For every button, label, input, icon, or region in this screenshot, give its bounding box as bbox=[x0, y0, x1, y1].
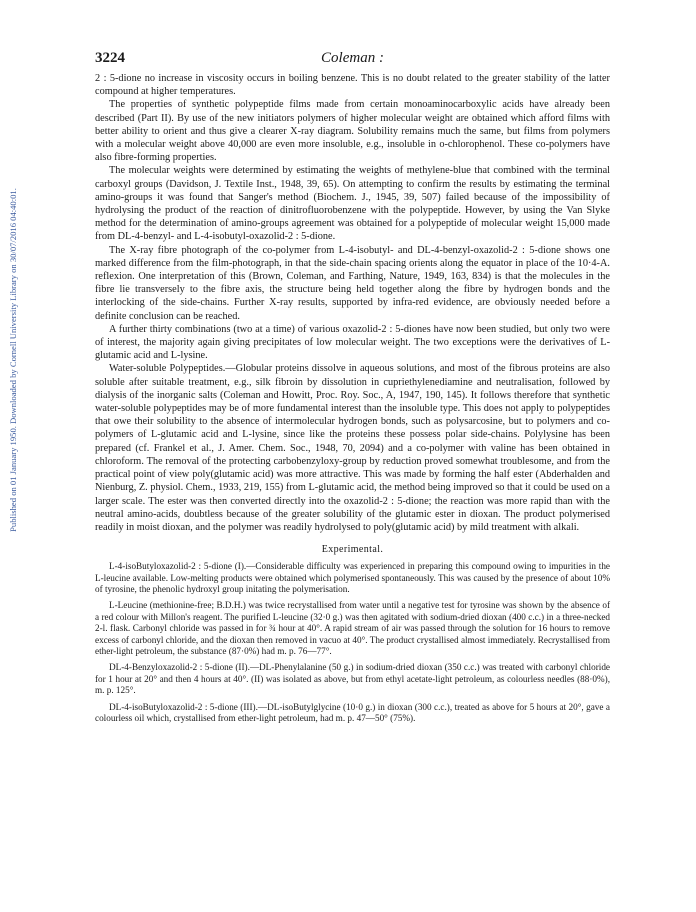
article-body bbox=[95, 72, 610, 724]
body-paragraph: The X-ray fibre photograph of the co-polymer from L-4-isobutyl- and DL-4-benzyl-oxazolid-2 : 5-dione shows one marked difference from the film-photograph, in that the side-chain spacing orients along the equator in place of the 10·4-A. reflexion. One interpretation of this (Brown, Coleman, and Farthing, Nature, 1949, 163, 834) is that the molecules in the fibre lie transversely to the fibre axis, the structure being held together along the fibre by hydrogen bonds and the interlocking of the side-chains. Further X-ray results, supported by infra-red evidence, are obviously needed before a definite conclusion can be reached. bbox=[95, 244, 610, 322]
page-header bbox=[95, 50, 610, 68]
experimental-paragraph: L-Leucine (methionine-free; B.D.H.) was twice recrystallised from water until a negative test for tyrosine was shown by the absence of a red colour with Millon's reagent. The purified L-leucine (32·0 g.) was then agitated with sodium-dried dioxan (400 c.c.) in a three-necked 2-l. flask. Carbonyl chloride was passed in for ¾ hour at 40°. A rapid stream of air was passed through the solution for 16 hours to remove excess of carbonyl chloride, and the dioxan then removed in vacuo at 40°. The product crystallised almost immediately. Recrystallised from ether-light petroleum, the substance (87·0%) had m. p. 76—77°. bbox=[95, 600, 610, 656]
download-watermark-text: Published on 01 January 1950. Downloaded by Cornell University Library on 30/07/2016 04:40:01. bbox=[8, 188, 18, 532]
experimental-paragraph: DL-4-Benzyloxazolid-2 : 5-dione (II).—DL-Phenylalanine (50 g.) in sodium-dried dioxan (350 c.c.) was treated with carbonyl chloride for 1 hour at 20° and then 4 hours at 40°. (II) was isolated as above, but from ethyl acetate-light petroleum, as colourless needles (88·0%), m. p. 125°. bbox=[95, 662, 610, 696]
body-paragraph: Water-soluble Polypeptides.—Globular proteins dissolve in aqueous solutions, and most of the fibrous proteins are also soluble after suitable treatment, e.g., silk fibroin by dissolution in cupriethylenediamine and neutralisation, followed by dialysis of the inorganic salts (Coleman and Howitt, Proc. Roy. Soc., A, 1947, 190, 145). It follows therefore that synthetic water-soluble polypeptides may be of more fundamental interest than the insoluble type. This does not apply to polypeptides that owe their solubility to the absence of intermolecular hydrogen bonds, such as polysarcosine, but to polymers and co-polymers of L-glutamic acid and L-lysine, since like the proteins these possess polar side-chains. Polylysine has been prepared (cf. Frankel et al., J. Amer. Chem. Soc., 1948, 70, 2094) and a co-polymer with valine has been obtained in chloroform. The removal of the protecting carbobenzyloxy-group by reduction proved somewhat troublesome, and from the practical point of view poly(glutamic acid) was more attractive. This was made by forming the half ester (Abderhalden and Nienburg, Z. physiol. Chem., 1933, 219, 155) from L-glutamic acid, the method being improved so that it could be used on a larger scale. The ester was then converted directly into the oxazolid-2 : 5-dione; the reaction was more rapid than with the neutral amino-acids, doubtless because of the greater solubility of the glutamic ester in dioxan. The product polymerised readily in moist dioxan, and the polymer was readily hydrolysed to poly(glutamic acid) by mild treatment with alkali. bbox=[95, 363, 610, 533]
experimental-section bbox=[95, 561, 610, 724]
body-paragraph: The molecular weights were determined by estimating the weights of methylene-blue that combined with the terminal carboxyl groups (Davidson, J. Textile Inst., 1948, 39, 65). On attempting to confirm the results by estimating the terminal amino-groups it was found that Sanger's method (Biochem. J., 1945, 39, 507) failed because of the impossibility of hydrolysing the product of the reaction of dinitrofluorobenzene with the polypeptide. However, by using the Van Slyke method for the determination of amino-groups agreement was obtained for a polypeptide of molecular weight 15,000 made from DL-4-benzyl- and L-4-isobutyl-oxazolid-2 : 5-dione. bbox=[95, 165, 610, 243]
body-paragraph: The properties of synthetic polypeptide films made from certain monoaminocarboxylic acids have already been described (Part II). By use of the new initiators polymers of higher molecular weight are obtained which afford films with better ability to orient and thus give a clearer X-ray diagram. Solubility remains much the same, but films from polymers with a molecular weight above 40,000 are even more insoluble, e.g., insoluble in o-chlorophenol. These co-polymers have also fibre-forming properties. bbox=[95, 99, 610, 164]
running-title: Coleman : bbox=[321, 50, 384, 66]
download-watermark bbox=[6, 150, 20, 570]
body-paragraph: 2 : 5-dione no increase in viscosity occurs in boiling benzene. This is no doubt related to the greater stability of the latter compound at higher temperatures. bbox=[95, 73, 610, 98]
experimental-heading: Experimental. bbox=[321, 544, 384, 556]
experimental-paragraph: L-4-isoButyloxazolid-2 : 5-dione (I).—Considerable difficulty was experienced in preparing this compound owing to impurities in the L-leucine available. Low-melting products were obtained which polymerised spontaneously. This was caused by the presence of about 10% of tyrosine, the phenolic hydroxyl group initating the polymerisation. bbox=[95, 561, 610, 594]
page-number: 3224 bbox=[95, 50, 125, 66]
experimental-paragraph: DL-4-isoButyloxazolid-2 : 5-dione (III).—DL-isoButylglycine (10·0 g.) in dioxan (300 c.c.), treated as above for 5 hours at 20°, gave a colourless oil which, crystallised from ether-light petroleum, had m. p. 47—50° (75%). bbox=[95, 701, 610, 723]
body-paragraph: A further thirty combinations (two at a time) of various oxazolid-2 : 5-diones have now been studied, but only two were of interest, the majority again giving precipitates of low molecular weight. The two exceptions were the derivatives of L-glutamic acid and L-lysine. bbox=[95, 323, 610, 362]
